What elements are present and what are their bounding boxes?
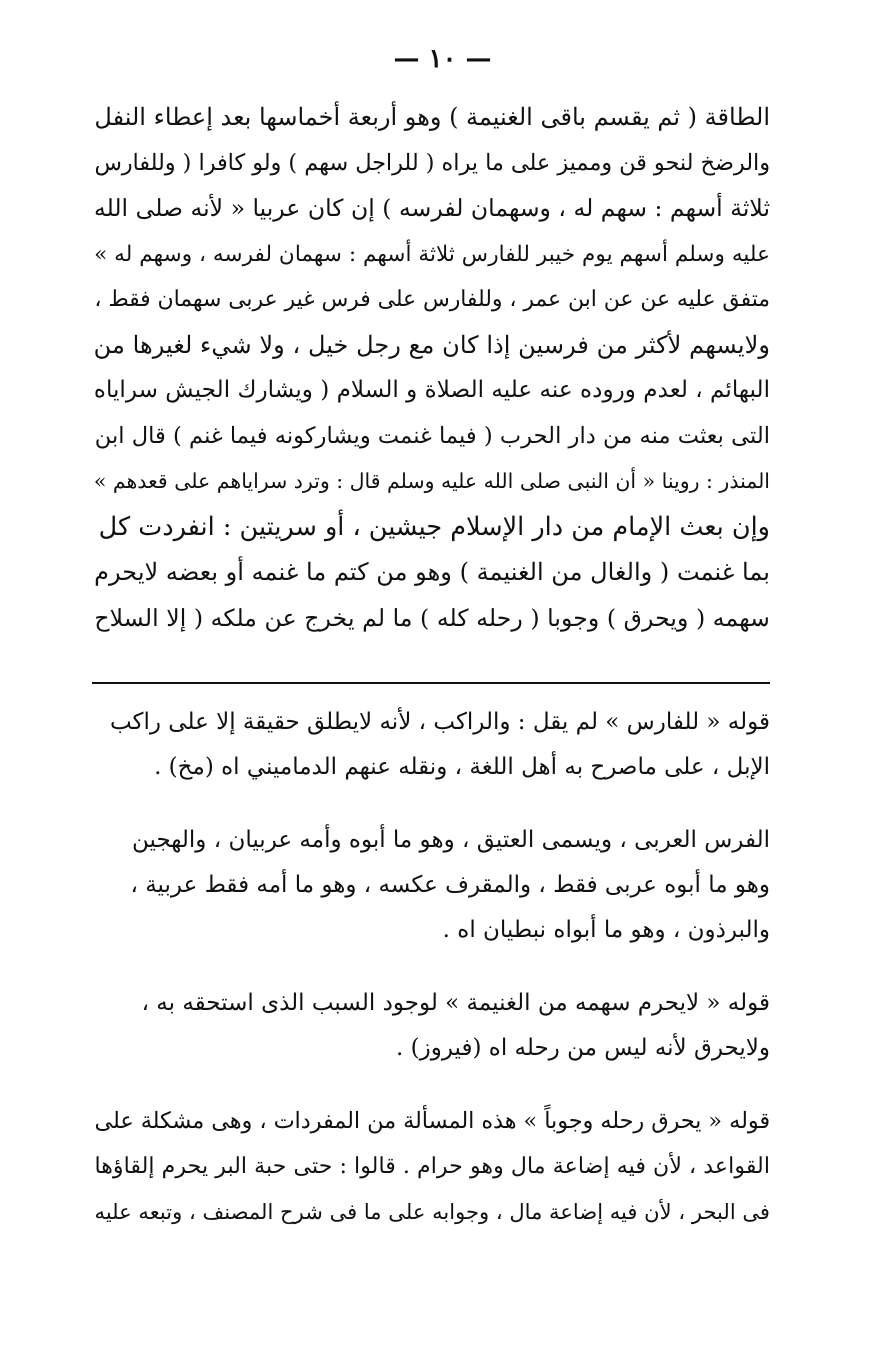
main-text-line: وإن بعث الإمام من دار الإسلام جيشين ، أو سريتين : انفردت كل	[98, 511, 770, 542]
main-text-line: ولايسهم لأكثر من فرسين إذا كان مع رجل خيل ، ولا شيء لغيرها من	[93, 330, 770, 359]
footnotes	[80, 700, 770, 1234]
footnote-line: وهو ما أبوه عربى فقط ، والمقرف عكسه ، وهو ما أمه فقط عربية ،	[130, 872, 770, 898]
footnote-divider	[92, 682, 770, 684]
main-text-line: الطاقة ( ثم يقسم باقى الغنيمة ) وهو أربعة أخماسها بعد إعطاء النفل	[94, 103, 770, 131]
footnote-line: الإبل ، على ماصرح به أهل اللغة ، ونقله عنهم الدماميني اه (مخ) .	[154, 754, 770, 780]
page-number: — ١٠ —	[393, 44, 492, 74]
main-text-line: متفق عليه عن عن ابن عمر ، وللفارس على فرس غير عربى سهمان فقط ،	[94, 287, 770, 312]
main-text-line: بما غنمت ( والغال من الغنيمة ) وهو من كتم ما غنمه أو بعضه لايحرم	[94, 558, 770, 586]
main-text-line: البهائم ، لعدم وروده عنه عليه الصلاة و السلام ( ويشارك الجيش سراياه	[93, 377, 770, 403]
footnote-line: القواعد ، لأن فيه إضاعة مال وهو حرام . قالوا : حتى حبة البر يحرم إلقاؤها	[94, 1153, 770, 1179]
main-text-line: المنذر : روينا « أن النبى صلى الله عليه وسلم قال : وترد سراياهم على قعدهم »	[93, 469, 770, 493]
footnote-line: قوله « لايحرم سهمه من الغنيمة » لوجود السبب الذى استحقه به ،	[141, 990, 770, 1016]
footnote-line: قوله « يحرق رحله وجوباً » هذه المسألة من المفردات ، وهى مشكلة على	[94, 1108, 770, 1134]
footnote	[80, 981, 770, 1071]
footnote	[80, 818, 770, 953]
footnote	[80, 700, 770, 790]
footnote-line: قوله « للفارس » لم يقل : والراكب ، لأنه لايطلق حقيقة إلا على راكب	[109, 709, 770, 735]
footnote-line: فى البحر ، لأن فيه إضاعة مال ، وجوابه على ما فى شرح المصنف ، وتبعه عليه	[94, 1199, 770, 1224]
footnote	[80, 1099, 770, 1234]
main-text-line: عليه وسلم أسهم يوم خيبر للفارس ثلاثة أسهم : سهمان لفرسه ، وسهم له »	[94, 241, 770, 267]
footnote-line: الفرس العربى ، ويسمى العتيق ، وهو ما أبوه وأمه عربيان ، والهجين	[132, 827, 770, 853]
footnote-line: والبرذون ، وهو ما أبواه نبطيان اه .	[442, 917, 770, 943]
main-text-line: والرضخ لنحو قن ومميز على ما يراه ( للراجل سهم ) ولو كافرا ( وللفارس	[94, 149, 770, 176]
main-text	[80, 95, 770, 641]
main-text-line: سهمه ( ويحرق ) وجوبا ( رحله كله ) ما لم يخرج عن ملكه ( إلا السلاح	[94, 603, 770, 632]
footnote-line: ولايحرق لأنه ليس من رحله اه (فيروز) .	[396, 1035, 770, 1061]
main-text-line: التى بعثت منه من دار الحرب ( فيما غنمت ويشاركونه فيما غنم ) قال ابن	[94, 422, 770, 449]
main-text-line: ثلاثة أسهم : سهم له ، وسهمان لفرسه ) إن كان عربيا « لأنه صلى الله	[93, 194, 770, 222]
